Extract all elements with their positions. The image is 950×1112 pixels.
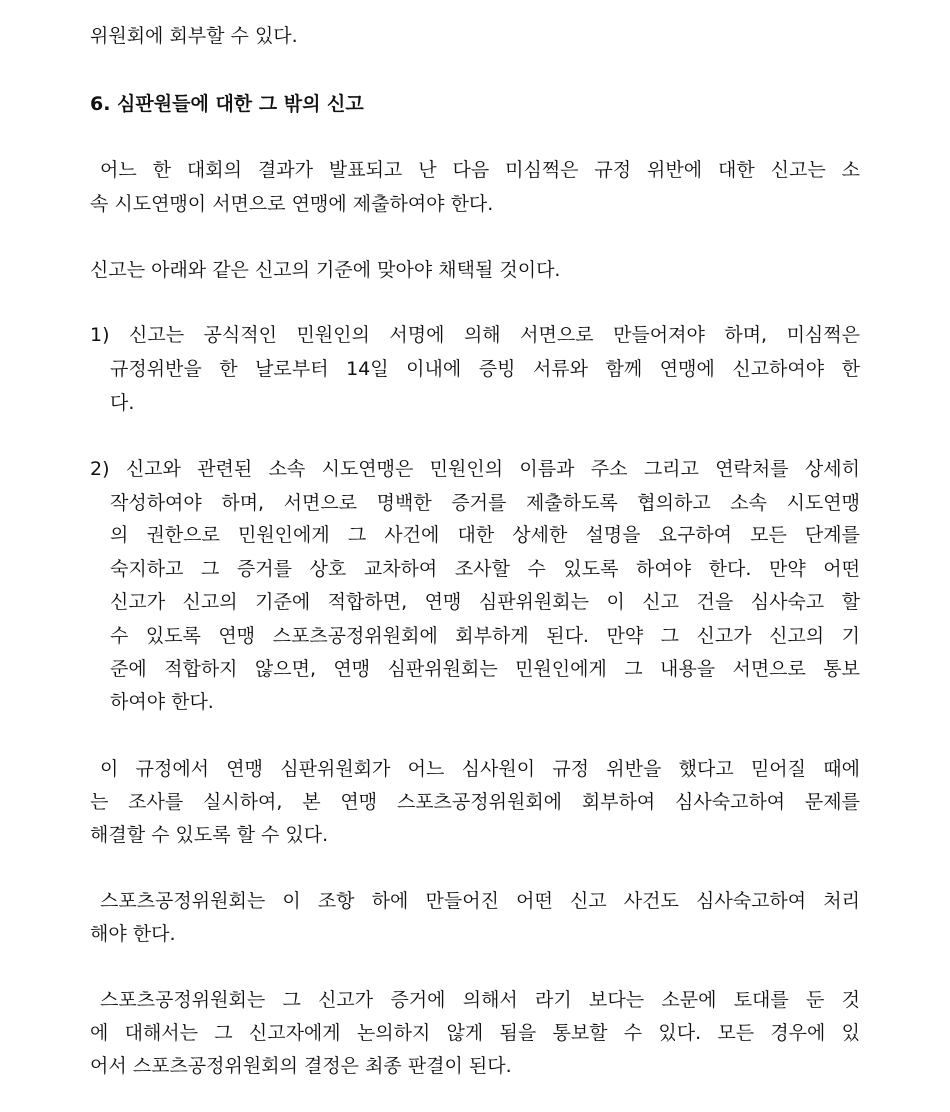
list-item-line: 작성하여야 하며, 서면으로 명백한 증거를 제출하도록 협의하고 소속 시도연맹 bbox=[110, 492, 860, 514]
list-item-line: 다. bbox=[110, 392, 135, 414]
list-item-line: 하여야 한다. bbox=[110, 691, 214, 713]
list-item-line: 규정위반을 한 날로부터 14일 이내에 증빙 서류와 함께 연맹에 신고하여야 한 bbox=[110, 358, 860, 380]
list-item-line: 신고가 신고의 기준에 적합하면, 연맹 심판위원회는 이 신고 건을 심사숙고 할 bbox=[110, 591, 860, 613]
list-item-line: 의 권한으로 민원인에게 그 사건에 대한 상세한 설명을 요구하여 모든 단계를 bbox=[110, 524, 860, 546]
section-heading: 6. 심판원들에 대한 그 밖의 신고 bbox=[90, 93, 364, 115]
paragraph-line: 스포츠공정위원회는 그 신고가 증거에 의해서 라기 보다는 소문에 토대를 둔 것 bbox=[100, 989, 860, 1011]
paragraph-line: 어느 한 대회의 결과가 발표되고 난 다음 미심쩍은 규정 위반에 대한 신고는 소 bbox=[100, 159, 860, 181]
paragraph-line: 신고는 아래와 같은 신고의 기준에 맞아야 채택될 것이다. bbox=[90, 259, 561, 281]
list-item-line: 수 있도록 연맹 스포츠공정위원회에 회부하게 된다. 만약 그 신고가 신고의 기 bbox=[110, 625, 860, 647]
paragraph-line: 어서 스포츠공정위원회의 결정은 최종 판결이 된다. bbox=[90, 1055, 512, 1077]
paragraph-line: 속 시도연맹이 서면으로 연맹에 제출하여야 한다. bbox=[90, 193, 494, 215]
paragraph-line: 스포츠공정위원회는 이 조항 하에 만들어진 어떤 신고 사건도 심사숙고하여 처리 bbox=[100, 890, 860, 912]
list-item-line: 2) 신고와 관련된 소속 시도연맹은 민원인의 이름과 주소 그리고 연락처를 상세히 bbox=[90, 458, 860, 480]
paragraph-line: 해결할 수 있도록 할 수 있다. bbox=[90, 824, 329, 846]
continuation-line: 위원회에 회부할 수 있다. bbox=[90, 25, 298, 47]
paragraph-line: 는 조사를 실시하여, 본 연맹 스포츠공정위원회에 회부하여 심사숙고하여 문제를 bbox=[90, 791, 860, 813]
list-item-line: 준에 적합하지 않으면, 연맹 심판위원회는 민원인에게 그 내용을 서면으로 통보 bbox=[110, 658, 860, 680]
list-item-line: 숙지하고 그 증거를 상호 교차하여 조사할 수 있도록 하여야 한다. 만약 어떤 bbox=[110, 558, 860, 580]
paragraph-line: 해야 한다. bbox=[90, 923, 176, 945]
list-item-line: 1) 신고는 공식적인 민원인의 서명에 의해 서면으로 만들어져야 하며, 미심쩍은 bbox=[90, 324, 860, 346]
paragraph-line: 이 규정에서 연맹 심판위원회가 어느 심사원이 규정 위반을 했다고 믿어질 때에 bbox=[100, 758, 860, 780]
paragraph-line: 에 대해서는 그 신고자에게 논의하지 않게 됨을 통보할 수 있다. 모든 경우에 있 bbox=[90, 1022, 860, 1044]
